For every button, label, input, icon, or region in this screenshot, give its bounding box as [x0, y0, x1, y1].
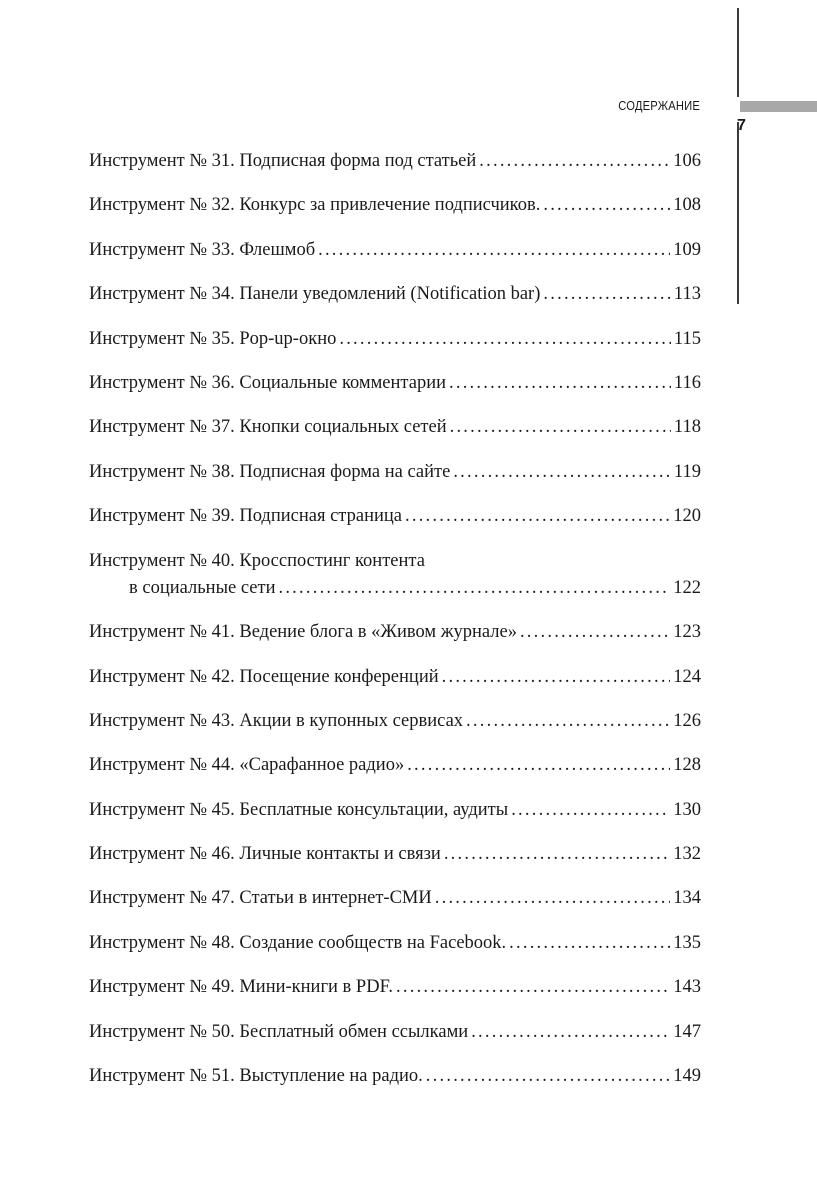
toc-entry-title: Инструмент № 33. Флешмоб — [89, 239, 316, 260]
margin-rule-top — [737, 8, 739, 97]
toc-entry-page: 106 — [673, 151, 701, 171]
toc-entry[interactable] — [89, 548, 701, 620]
toc-entry[interactable] — [89, 326, 701, 370]
toc-entry-title: Инструмент № 40. Кросспостинг контента — [89, 550, 425, 571]
dot-leader — [442, 664, 671, 691]
dot-leader — [543, 192, 670, 219]
toc-entry-page: 116 — [673, 372, 701, 393]
toc-entry-title: Инструмент № 31. Подписная форма под статьей — [89, 151, 477, 171]
toc-entry[interactable] — [89, 752, 701, 796]
toc-entry-page: 120 — [673, 506, 701, 527]
toc-entry-page: 149 — [673, 1066, 701, 1087]
dot-leader — [435, 885, 671, 912]
toc-entry[interactable] — [89, 370, 701, 414]
toc-entry-page: 115 — [673, 328, 701, 349]
toc-entry-title: Инструмент № 47. Статьи в интернет-СМИ — [89, 888, 432, 909]
toc-entry-page: 147 — [673, 1021, 701, 1042]
toc-entry[interactable] — [89, 930, 701, 974]
running-head: СОДЕРЖАНИЕ — [618, 98, 700, 113]
toc-entry[interactable] — [89, 503, 701, 547]
toc-entry[interactable] — [89, 885, 701, 929]
toc-entry-page: 134 — [673, 888, 701, 909]
dot-leader — [339, 326, 671, 353]
toc-entry[interactable] — [89, 974, 701, 1018]
toc-entry-title: Инструмент № 38. Подписная форма на сайте — [89, 461, 451, 482]
toc-entry[interactable] — [89, 459, 701, 503]
toc-entry-title: Инструмент № 51. Выступление на радио. — [89, 1066, 423, 1087]
toc-entry-page: 124 — [673, 666, 701, 687]
chapter-tab-bar — [740, 101, 817, 112]
toc-entry[interactable] — [89, 414, 701, 458]
toc-entry-page: 132 — [673, 844, 701, 865]
toc-entry-title: Инструмент № 49. Мини-книги в PDF. — [89, 977, 394, 998]
toc-entry-title: Инструмент № 46. Личные контакты и связи — [89, 844, 441, 865]
margin-rule-bottom — [737, 122, 739, 304]
toc-entry-page: 128 — [673, 755, 701, 776]
toc-entry-title: Инструмент № 48. Создание сообществ на Facebook. — [89, 932, 507, 953]
dot-leader — [449, 370, 671, 397]
toc-entry-title: Инструмент № 44. «Сарафанное радио» — [89, 755, 405, 776]
dot-leader — [407, 752, 670, 779]
dot-leader — [511, 797, 670, 824]
dot-leader — [520, 619, 670, 646]
dot-leader — [509, 930, 670, 957]
dot-leader — [543, 281, 671, 308]
dot-leader — [396, 974, 670, 1001]
toc-entry-title: Инструмент № 43. Акции в купонных сервисах — [89, 710, 464, 731]
toc-entry-title-continued: в социальные сети — [129, 577, 276, 598]
table-of-contents — [89, 148, 701, 1107]
dot-leader — [278, 575, 670, 602]
toc-entry-page: 119 — [673, 461, 701, 482]
toc-entry-title: Инструмент № 32. Конкурс за привлечение подписчиков. — [89, 195, 541, 216]
dot-leader — [453, 459, 671, 486]
toc-entry-page: 109 — [673, 239, 701, 260]
toc-entry[interactable] — [89, 708, 701, 752]
dot-leader — [318, 237, 670, 264]
toc-entry[interactable] — [89, 1063, 701, 1107]
toc-entry-page: 113 — [673, 284, 701, 305]
toc-entry[interactable] — [89, 619, 701, 663]
toc-entry-title: Инструмент № 50. Бесплатный обмен ссылками — [89, 1021, 469, 1042]
toc-entry[interactable] — [89, 1019, 701, 1063]
dot-leader — [479, 148, 670, 175]
page-number: 7 — [737, 117, 746, 134]
toc-entry[interactable] — [89, 192, 701, 236]
toc-entry-page: 118 — [673, 417, 701, 438]
toc-entry[interactable] — [89, 281, 701, 325]
toc-entry-title: Инструмент № 41. Ведение блога в «Живом журнале» — [89, 622, 517, 643]
toc-entry[interactable] — [89, 664, 701, 708]
toc-entry-title: Инструмент № 35. Pop-up-окно — [89, 328, 337, 349]
toc-entry-title: Инструмент № 36. Социальные комментарии — [89, 372, 446, 393]
toc-entry-page: 126 — [673, 710, 701, 731]
toc-entry-title: Инструмент № 34. Панели уведомлений (Notification bar) — [89, 284, 541, 305]
toc-entry-page: 122 — [673, 577, 701, 598]
dot-leader — [426, 1063, 670, 1090]
toc-entry[interactable] — [89, 841, 701, 885]
toc-entry[interactable] — [89, 237, 701, 281]
toc-entry-page: 143 — [673, 977, 701, 998]
toc-entry[interactable] — [89, 797, 701, 841]
toc-entry-title: Инструмент № 39. Подписная страница — [89, 506, 402, 527]
toc-entry-page: 130 — [673, 799, 701, 820]
dot-leader — [444, 841, 670, 868]
dot-leader — [466, 708, 670, 735]
toc-entry-page: 123 — [673, 622, 701, 643]
dot-leader — [471, 1019, 670, 1046]
dot-leader — [405, 503, 670, 530]
toc-entry[interactable] — [89, 148, 701, 192]
toc-entry-title: Инструмент № 45. Бесплатные консультации, аудиты — [89, 799, 509, 820]
toc-entry-page: 108 — [673, 195, 701, 216]
toc-entry-title: Инструмент № 37. Кнопки социальных сетей — [89, 417, 447, 438]
toc-entry-title: Инструмент № 42. Посещение конференций — [89, 666, 439, 687]
toc-entry-page: 135 — [673, 932, 701, 953]
dot-leader — [450, 414, 671, 441]
